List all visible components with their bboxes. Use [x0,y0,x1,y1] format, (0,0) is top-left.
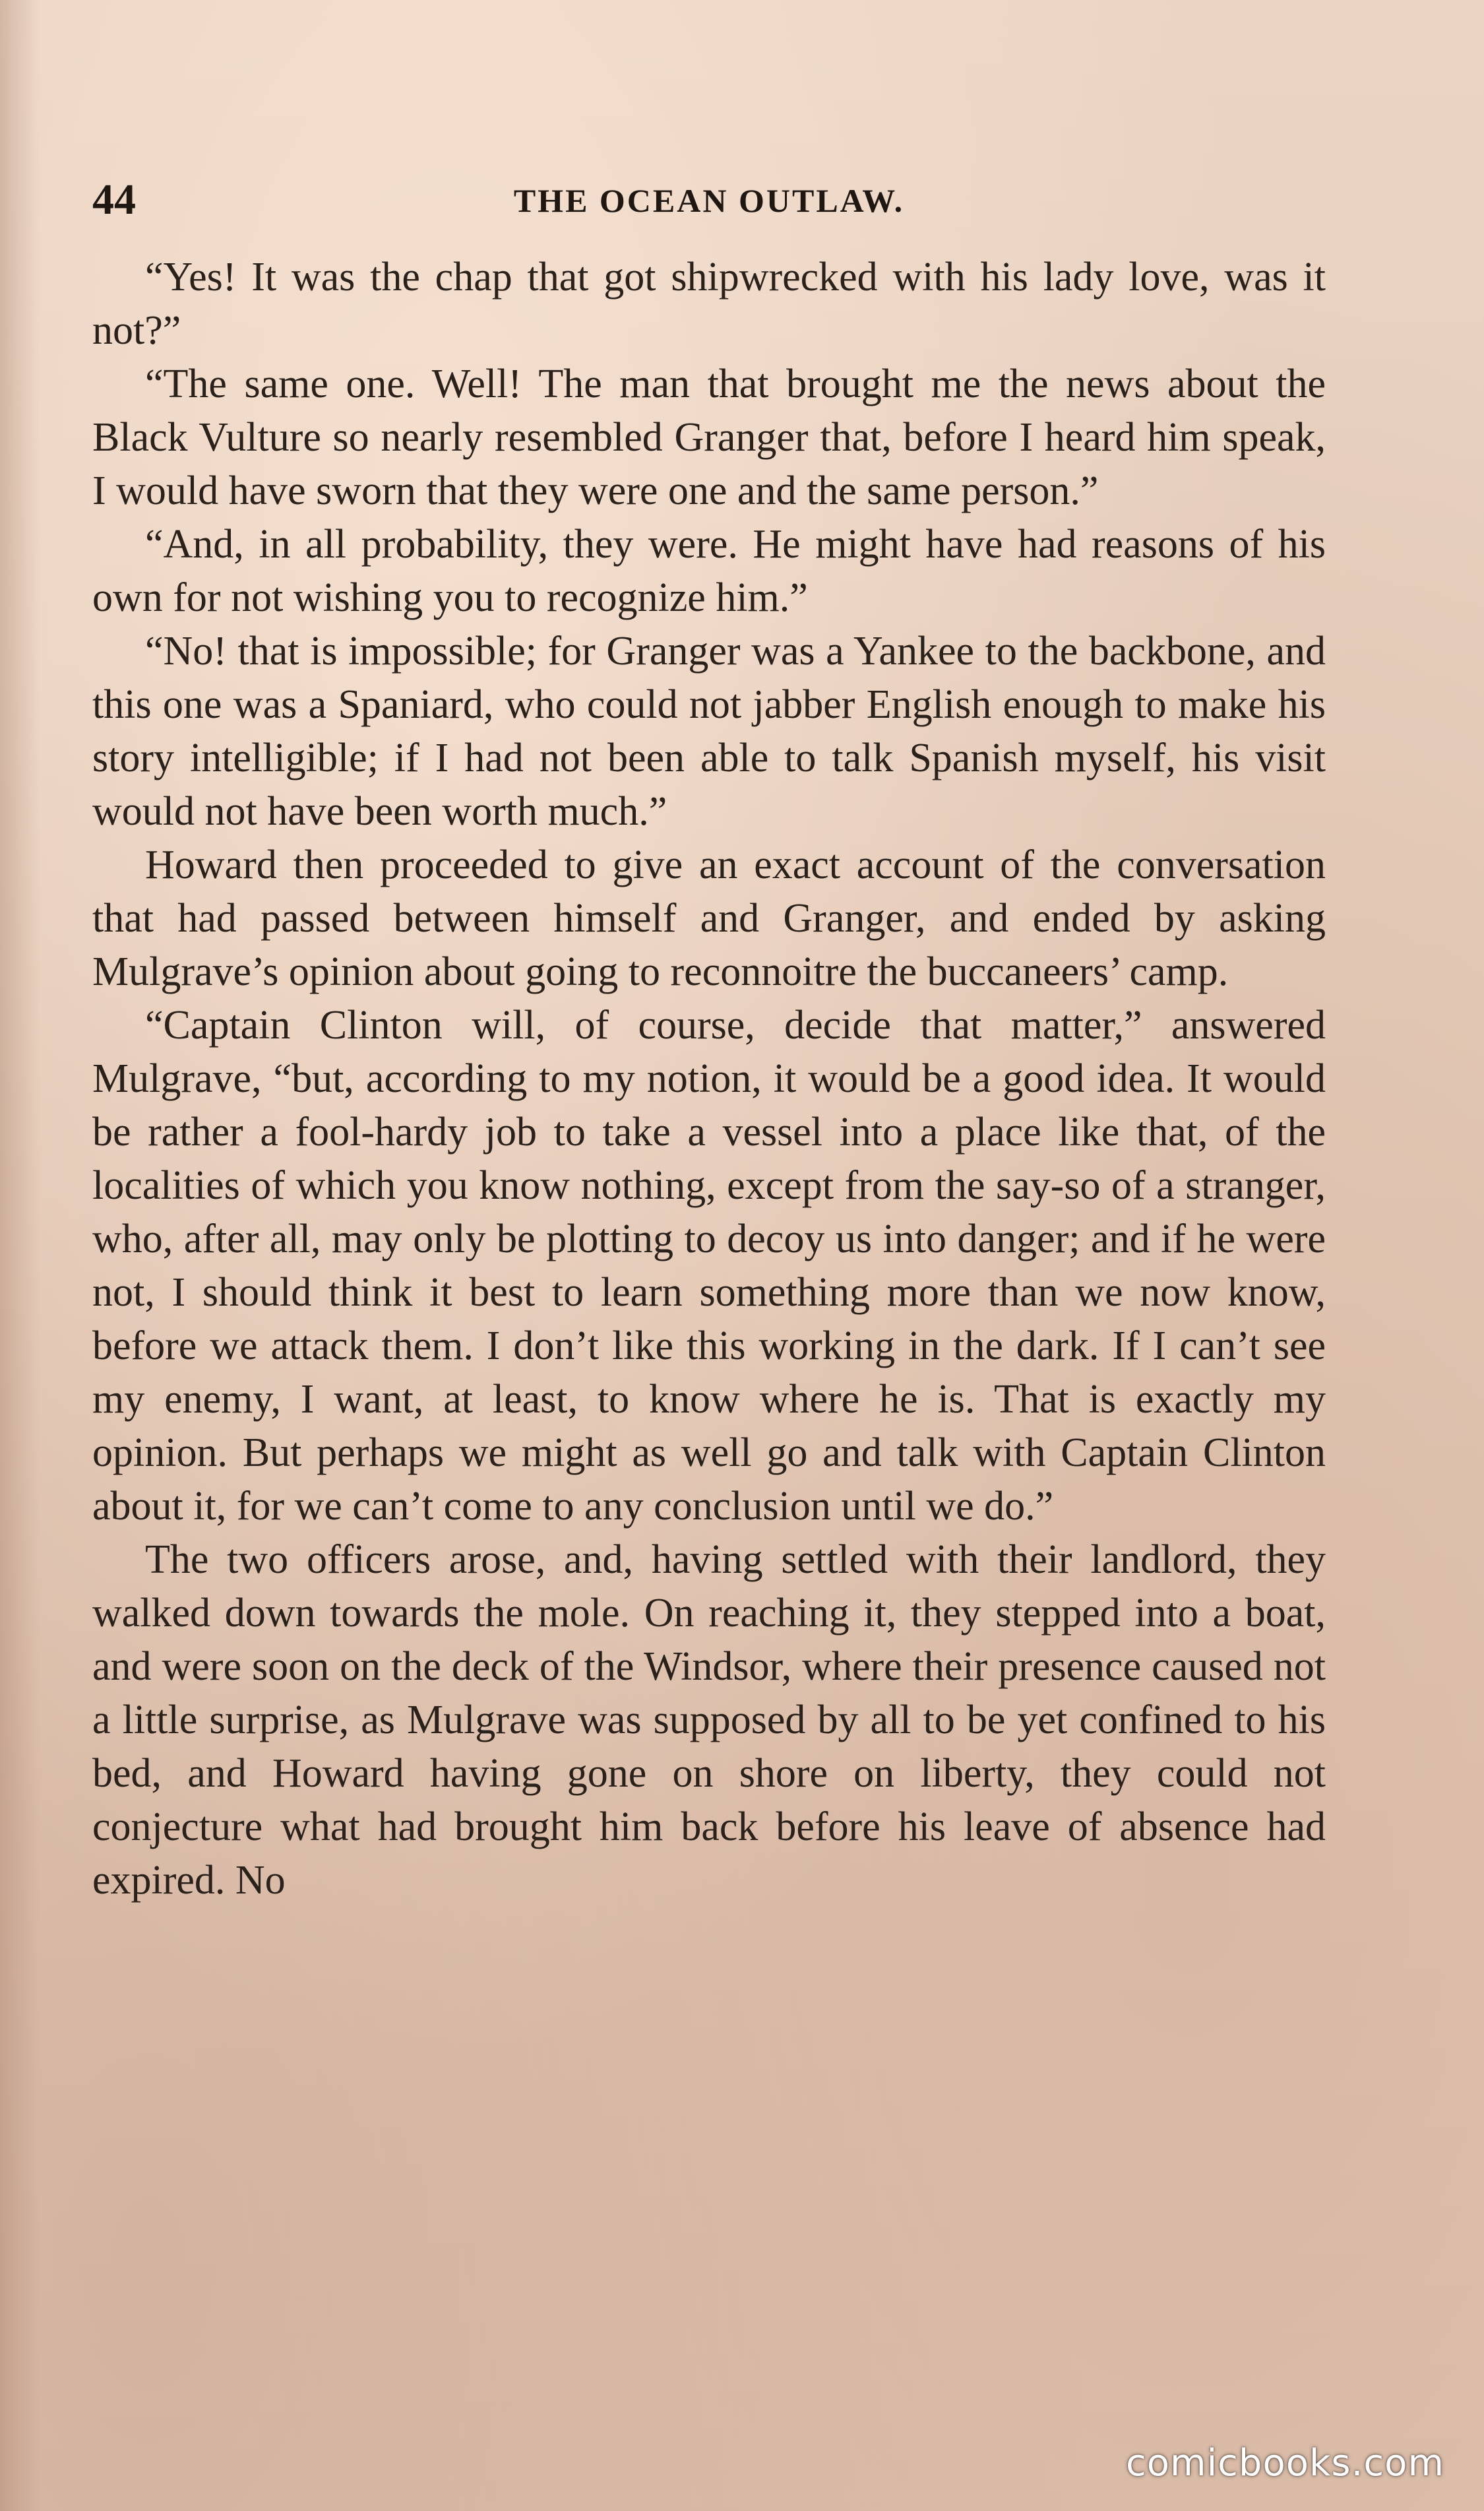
paragraph: “The same one. Well! The man that brought me the news about the Black Vulture so nearly resembled Granger that, before I heard him speak, I would have sworn that they were one and the same person.” [92,362,1326,513]
paragraph: The two officers arose, and, having settled with their landlord, they walked down towards the mole. On reaching it, they stepped into a boat, and were soon on the deck of the Windsor, where their presence caused not a little surprise, as Mulgrave was supposed by all to be yet confined to his bed, and Howard having gone on shore on liberty, they could not conjecture what had brought him back before his leave of absence had expired. No [92,1537,1326,1903]
page-header [92,175,1326,234]
paragraph: Howard then proceeded to give an exact account of the conversation that had passed between himself and Granger, and ended by asking Mulgrave’s opinion about going to reconnoitre the buccaneers’ camp. [92,842,1326,994]
running-title: THE OCEAN OUTLAW. [513,182,905,219]
paragraph: “Captain Clinton will, of course, decide that matter,” answered Mulgrave, “but, according to my notion, it would be a good idea. It would be rather a fool-hardy job to take a vessel into a place like that, of the localities of which you know nothing, except from the say-so of a stranger, who, after all, may only be plotting to decoy us into danger; and if he were not, I should think it best to learn something more than we now know, before we attack them. I don’t like this working in the dark. If I can’t see my enemy, I want, at least, to know where he is. That is exactly my opinion. But perhaps we might as well go and talk with Captain Clinton about it, for we can’t come to any conclusion until we do.” [92,1003,1326,1529]
page-number: 44 [92,175,136,224]
body-text [92,251,1326,1907]
paragraph: “No! that is impossible; for Granger was a Yankee to the backbone, and this one was a Spaniard, who could not jabber English enough to make his story intelligible; if I had not been able to talk Spanish myself, his visit would not have been worth much.” [92,629,1326,834]
page-edge-shadow [0,0,40,2511]
paragraph: “And, in all probability, they were. He might have had reasons of his own for not wishing you to recognize him.” [92,522,1326,620]
paragraph: “Yes! It was the chap that got shipwrecked with his lady love, was it not?” [92,255,1326,353]
watermark: comicbooks.com [1125,2442,1444,2485]
